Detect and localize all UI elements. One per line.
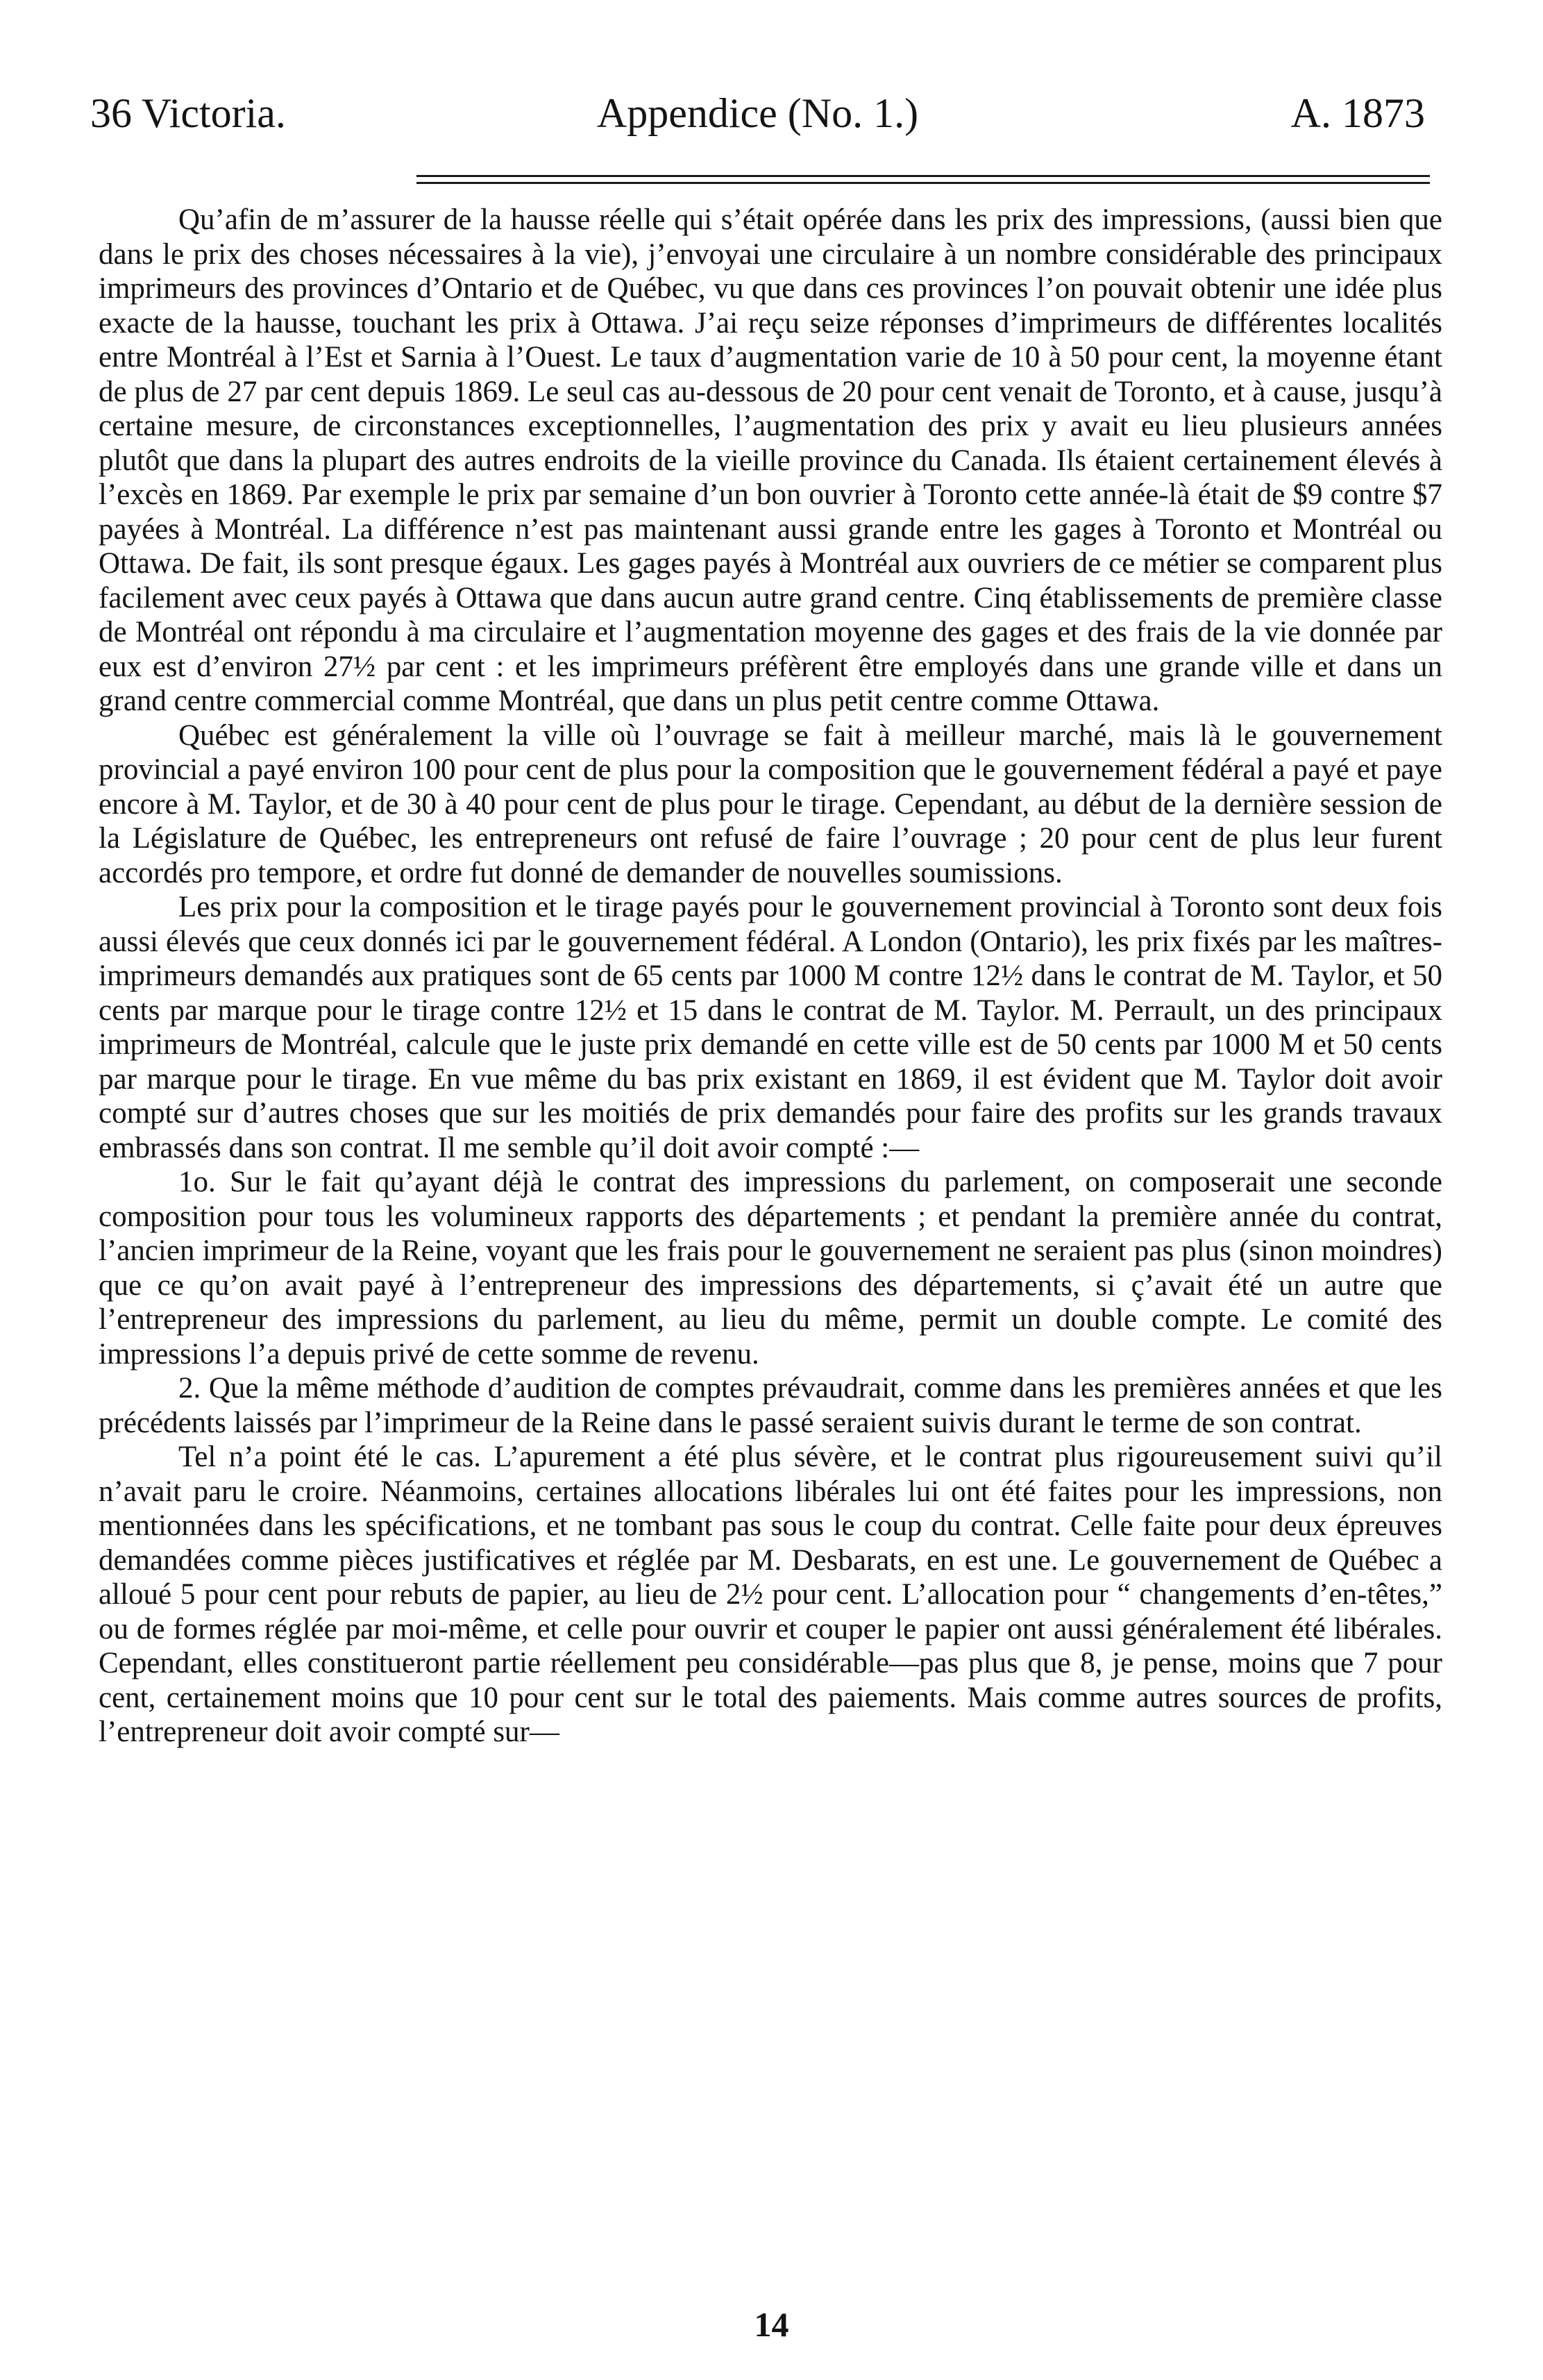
running-header <box>90 82 1425 144</box>
paragraph-toronto-prix: Les prix pour la composition et le tirage payés pour le gouvernement provincial à Toronto sont deux fois aussi élevés que ceux donnés ici par le gouvernement fédéral. A London (Ontario), les prix fixés par les maîtres-imprimeurs demandés aux pratiques sont de 65 cents par 1000 M contre 12½ dans le contrat de M. Taylor, et 50 cents par marque pour le tirage contre 12½ et 15 dans le contrat de M. Taylor. M. Perrault, un des principaux imprimeurs de Montréal, calcule que le juste prix demandé en cette ville est de 50 cents par 1000 M et 50 cents par marque pour le tirage. En vue même du bas prix existant en 1869, il est évident que M. Taylor doit avoir compté sur d’autres choses que sur les moitiés de prix demandés pour faire des profits sur les grands travaux embrassés dans son contrat. Il me semble qu’il doit avoir compté :— <box>99 891 1442 1164</box>
body-text <box>99 203 1442 1750</box>
header-rule-bottom <box>416 182 1430 184</box>
paragraph-point-1: 1o. Sur le fait qu’ayant déjà le contrat des impressions du parlement, on composerait une seconde composition pour tous les volumineux rapports des départements ; et pendant la première année du contrat, l’ancien imprimeur de la Reine, voyant que les frais pour le gouvernement ne seraient pas plus (sinon moindres) que ce qu’on avait payé à l’entrepreneur des impressions des départements, si ç’avait été un autre que l’entrepreneur des impressions du parlement, au lieu du même, permit un double compte. Le comité des impressions l’a depuis privé de cette somme de revenu. <box>99 1166 1442 1371</box>
paragraph-quebec: Québec est généralement la ville où l’ouvrage se fait à meilleur marché, mais là le gouvernement provincial a payé environ 100 pour cent de plus pour la composition que le gouvernement fédéral a payé et paye encore à M. Taylor, et de 30 à 40 pour cent de plus pour le tirage. Cependant, au début de la dernière session de la Législature de Québec, les entrepreneurs ont refusé de faire l’ouvrage ; 20 pour cent de plus leur furent accordés pro tempore, et ordre fut donné de demander de nouvelles soumissions. <box>99 719 1442 889</box>
header-rule-top <box>416 175 1430 177</box>
page-number: 14 <box>754 2305 789 2344</box>
paragraph-circulaire: Qu’afin de m’assurer de la hausse réelle qui s’était opérée dans les prix des impressions, (aussi bien que dans le prix des choses nécessaires à la vie), j’envoyai une circulaire à un nombre considérable des principaux imprimeurs des provinces d’Ontario et de Québec, vu que dans ces provinces l’on pouvait obtenir une idée plus exacte de la hausse, touchant les prix à Ottawa. J’ai reçu seize réponses d’imprimeurs de différentes localités entre Montréal à l’Est et Sarnia à l’Ouest. Le taux d’augmentation varie de 10 à 50 pour cent, la moyenne étant de plus de 27 par cent depuis 1869. Le seul cas au-dessous de 20 pour cent venait de Toronto, et à cause, jusqu’à certaine mesure, de circonstances exceptionnelles, l’augmentation des prix y avait eu lieu plusieurs années plutôt que dans la plupart des autres endroits de la vieille province du Canada. Ils étaient certainement élevés à l’excès en 1869. Par exemple le prix par semaine d’un bon ouvrier à Toronto cette année-là était de $9 contre $7 payées à Montréal. La différence n’est pas maintenant aussi grande entre les gages à Toronto et Montréal ou Ottawa. De fait, ils sont presque égaux. Les gages payés à Montréal aux ouvriers de ce métier se comparent plus facilement avec ceux payés à Ottawa que dans aucun autre grand centre. Cinq établissements de première classe de Montréal ont répondu à ma circulaire et l’augmentation moyenne des gages et des frais de la vie donnée par eux est d’environ 27½ par cent : et les imprimeurs préfèrent être employés dans une grande ville et dans un grand centre commercial comme Montréal, que dans un plus petit centre comme Ottawa. <box>99 203 1442 717</box>
header-regnal-year: 36 Victoria. <box>90 90 286 136</box>
paragraph-apurement: Tel n’a point été le cas. L’apurement a été plus sévère, et le contrat plus rigoureusement suivi qu’il n’avait paru le croire. Néanmoins, certaines allocations libérales lui ont été faites pour les impressions, non mentionnées dans les spécifications, et ne tombant pas sous le coup du contrat. Celle faite pour deux épreuves demandées comme pièces justificatives et réglée par M. Desbarats, en est une. Le gouvernement de Québec a alloué 5 pour cent pour rebuts de papier, au lieu de 2½ pour cent. L’allocation pour “ changements d’en-têtes,” ou de formes réglée par moi-même, et celle pour ouvrir et couper le papier ont aussi généralement été libérales. Cependant, elles constitueront partie réellement peu considérable—pas plus que 8, je pense, moins que 7 pour cent, certainement moins que 10 pour cent sur le total des paiements. Mais comme autres sources de profits, l’entrepreneur doit avoir compté sur— <box>99 1441 1442 1748</box>
header-year: A. 1873 <box>1290 90 1425 136</box>
header-appendix-title: Appendice (No. 1.) <box>596 90 919 136</box>
paragraph-point-2: 2. Que la même méthode d’audition de comptes prévaudrait, comme dans les premières années et que les précédents laissés par l’imprimeur de la Reine dans le passé seraient suivis durant le terme de son contrat. <box>99 1372 1442 1439</box>
